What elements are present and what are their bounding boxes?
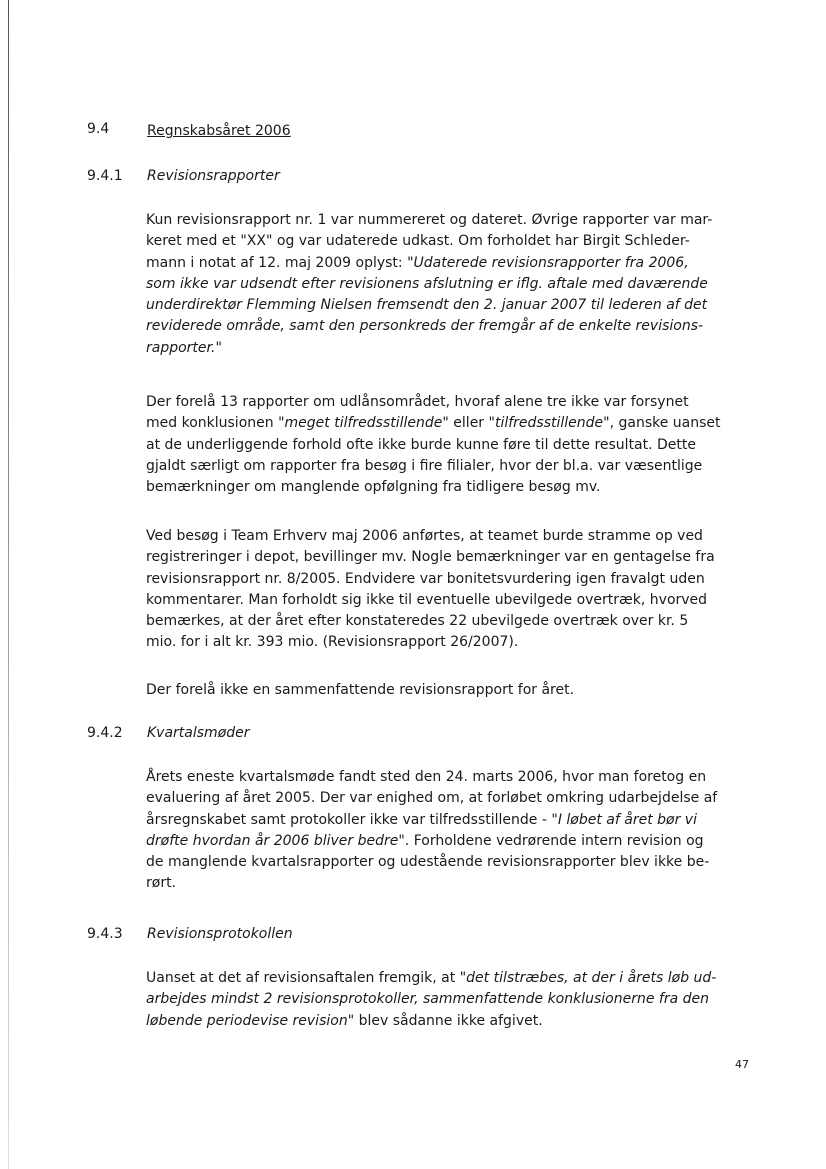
paragraph-revisionsrapporter-4: Der forelå ikke en sammenfattende revisionsrapport for året. — [146, 682, 575, 698]
section-9-4-2-title: Kvartalsmøder — [147, 725, 250, 741]
paragraph-revisionsrapporter-1: Kun revisionsrapport nr. 1 var nummereret og dateret. Øvrige rapporter var mar- keret med et "XX" og var udaterede udkast. Om forholdet har Birgit Schleder- mann i notat af 12. maj 2009 oplyst: "Udaterede revisionsrapporter fra 2006, som ikke var udsendt efter revisionens afslutning er iflg. aftale med daværende underdirektør Flemming Nielsen fremsendt den 2. januar 2007 til lederen af det reviderede område, samt den personkreds der fremgår af de enkelte revisions- rapporter." — [146, 212, 713, 356]
section-9-4-2-number: 9.4.2 — [87, 725, 123, 741]
section-9-4-1-number: 9.4.1 — [87, 168, 123, 184]
section-9-4-3-title: Revisionsprotokollen — [147, 926, 293, 942]
section-9-4-number: 9.4 — [87, 121, 110, 137]
section-9-4-1-title: Revisionsrapporter — [147, 168, 280, 184]
scan-edge-line — [8, 0, 9, 1169]
paragraph-revisionsrapporter-3: Ved besøg i Team Erhverv maj 2006 anførtes, at teamet burde stramme op ved registreringer i depot, bevillinger mv. Nogle bemærkninger var en gentagelse fra revisionsrapport nr. 8/2005. Endvidere var bonitetsvurdering igen fravalgt uden kommentarer. Man forholdt sig ikke til eventuelle ubevilgede overtræk, hvorved bemærkes, at der året efter konstateredes 22 ubevilgede overtræk over kr. 5 mio. for i alt kr. 393 mio. (Revisionsrapport 26/2007). — [146, 528, 715, 651]
section-9-4-3-number: 9.4.3 — [87, 926, 123, 942]
page-number: 47 — [735, 1058, 749, 1071]
paragraph-kvartalsmoeder: Årets eneste kvartalsmøde fandt sted den 24. marts 2006, hvor man foretog en evaluering af året 2005. Der var enighed om, at forløbet omkring udarbejdelse af årsregnskabet samt protokoller ikke var tilfredsstillende - "I løbet af året bør vi drøfte hvordan år 2006 bliver bedre". Forholdene vedrørende intern revision og de manglende kvartalsrapporter og udestående revisionsrapporter blev ikke be- rørt. — [146, 769, 718, 892]
paragraph-revisionsrapporter-2: Der forelå 13 rapporter om udlånsområdet, hvoraf alene tre ikke var forsynet med konklusionen "meget tilfredsstillende" eller "tilfredsstillende", ganske uanset at de underliggende forhold ofte ikke burde kunne føre til dette resultat. Dette gjaldt særligt om rapporter fra besøg i fire filialer, hvor der bl.a. var væsentlige bemærkninger om manglende opfølgning fra tidligere besøg mv. — [146, 394, 721, 496]
section-9-4-title: Regnskabsåret 2006 — [147, 123, 291, 139]
paragraph-revisionsprotokollen: Uanset at det af revisionsaftalen fremgik, at "det tilstræbes, at der i årets løb ud- arbejdes mindst 2 revisionsprotokoller, sammenfattende konklusionerne fra den løbende periodevise revision" blev sådanne ikke afgivet. — [146, 970, 717, 1029]
